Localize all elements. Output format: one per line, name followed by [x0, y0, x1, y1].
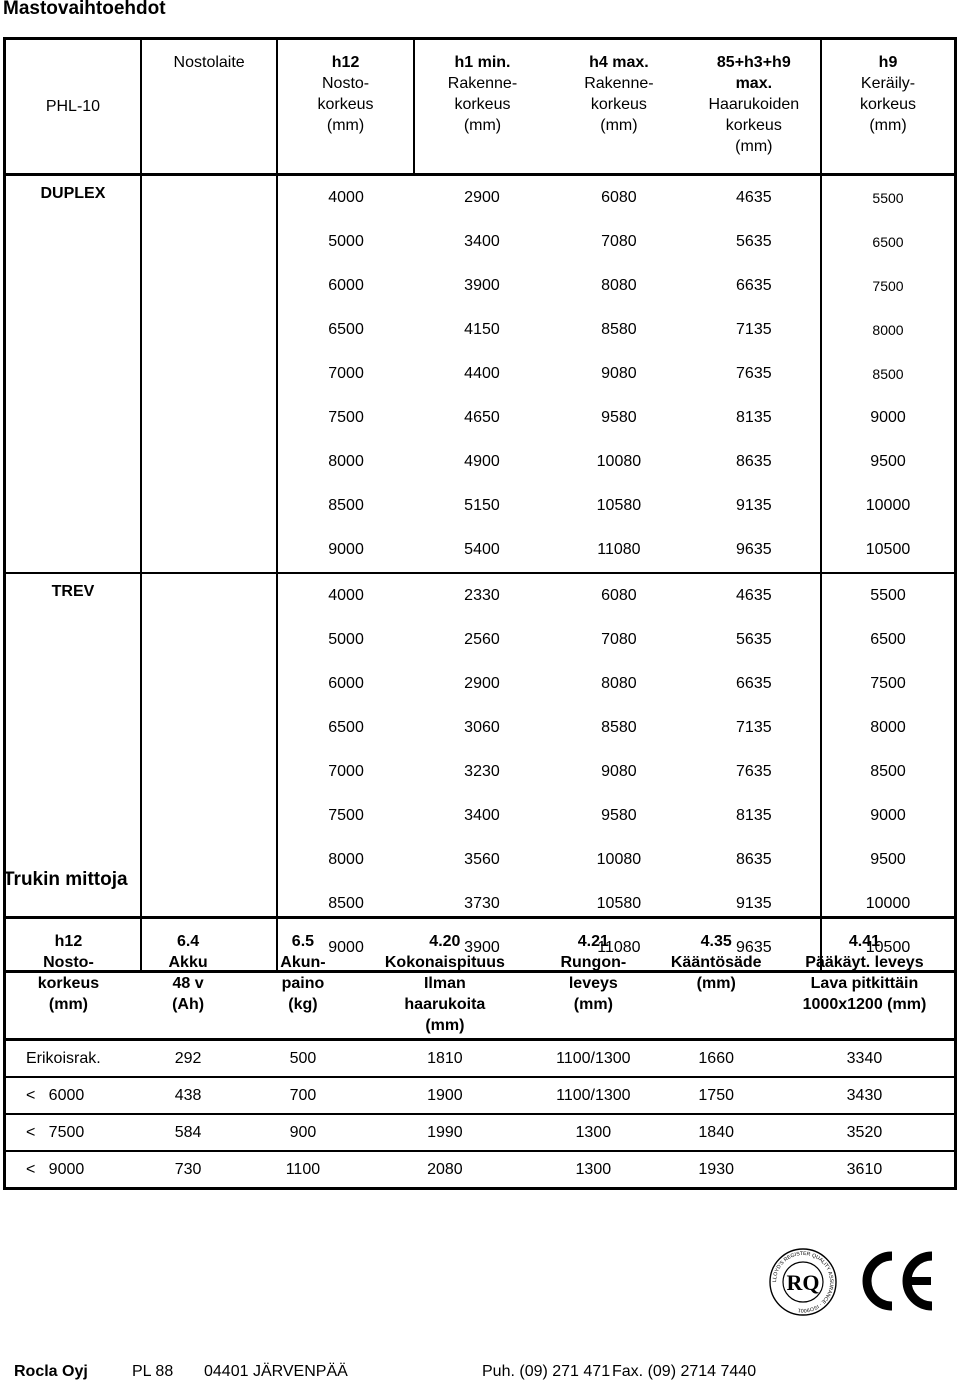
lift-device-cell [141, 750, 277, 794]
mast-value-cell: 7135 [688, 706, 821, 750]
header-line: Rakenne- [447, 75, 518, 92]
mast-value-cell: 7135 [688, 308, 821, 352]
mast-value-cell: 8135 [688, 794, 821, 838]
truck-dimensions-table [3, 916, 957, 1190]
header-line: (mm) [600, 117, 638, 134]
dims-value-cell: 1990 [361, 1114, 530, 1151]
mast-value-cell: 11080 [597, 541, 641, 558]
mast-value-cell: 6080 [601, 189, 637, 206]
mast-group-cell [5, 528, 141, 573]
header-line: 4.20 [429, 933, 461, 950]
mast-value-cell: 3400 [464, 807, 500, 824]
mast-value-cell: 10500 [865, 939, 911, 956]
mast-options-title: Mastovaihtoehdot [3, 0, 166, 19]
mast-row [5, 706, 956, 750]
header-line: Lava pitkittäin [810, 975, 919, 992]
dims-value-cell: 1100/1300 [529, 1040, 657, 1078]
mast-value-cell: 7080 [601, 631, 637, 648]
mast-value-cell: 6500 [872, 234, 904, 250]
mast-value-cell: 4635 [688, 175, 821, 221]
mast-value-cell: 2330 [414, 573, 550, 618]
dims-value-cell: 1660 [658, 1040, 775, 1078]
footer-city: 04401 JÄRVENPÄÄ [204, 1363, 348, 1380]
mast-value-cell: 9000 [328, 541, 364, 558]
mast-value-cell: 3400 [464, 233, 500, 250]
mast-row [5, 573, 956, 618]
header-line: (mm) [869, 117, 907, 134]
mast-group-label: DUPLEX [5, 175, 141, 221]
lift-device-cell [141, 264, 277, 308]
mast-row [5, 484, 956, 528]
footer-phone: Puh. (09) 271 471 [482, 1363, 611, 1380]
mast-value-cell: 10000 [865, 497, 911, 514]
header-line: paino [281, 975, 325, 992]
header-line: (mm) [735, 138, 773, 155]
mast-row [5, 618, 956, 662]
mast-value-cell: 8000 [328, 453, 364, 470]
dims-row-label: < 9000 [5, 1151, 131, 1189]
header-code: max. [735, 75, 773, 92]
mast-value-cell: 5150 [464, 497, 500, 514]
header-line: 6.4 [176, 933, 200, 950]
header-line: korkeus [859, 96, 917, 113]
lift-device-cell [141, 175, 277, 221]
mast-value-cell: 9500 [870, 453, 906, 470]
dims-value-cell: 3610 [775, 1151, 956, 1189]
truck-dimensions-title: Trukin mittoja [3, 869, 128, 890]
dims-value-cell: 1900 [361, 1077, 530, 1114]
mast-value-cell: 3230 [464, 763, 500, 780]
dims-row [5, 1151, 956, 1189]
mast-value-cell: 9135 [688, 882, 821, 926]
header-line: 4.41 [848, 933, 881, 950]
dims-value-cell: 1750 [658, 1077, 775, 1114]
mast-value-cell: 5000 [328, 233, 364, 250]
dims-value-cell: 438 [131, 1077, 245, 1114]
header-line: korkeus [37, 975, 100, 992]
header-line: Kääntösäde [670, 954, 762, 971]
quality-seal-logo [768, 1247, 838, 1317]
mast-value-cell: 8635 [688, 838, 821, 882]
lift-device-cell [141, 706, 277, 750]
mast-value-cell: 5635 [688, 618, 821, 662]
header-line: korkeus [317, 96, 374, 113]
mast-value-cell: 4000 [277, 573, 413, 618]
lift-device-cell [141, 440, 277, 484]
header-line: Haarukoiden [708, 96, 800, 113]
mast-value-cell: 6500 [328, 719, 364, 736]
ce-mark-logo [858, 1250, 938, 1312]
mast-value-cell: 8580 [601, 321, 637, 338]
mast-value-cell: 5400 [464, 541, 500, 558]
lift-device-cell [141, 352, 277, 396]
mast-value-cell: 6635 [688, 264, 821, 308]
header-line: (mm) [696, 975, 736, 992]
header-code: h4 max. [589, 54, 649, 71]
lift-device-cell [141, 573, 277, 618]
mast-value-cell: 4650 [464, 409, 500, 426]
dims-value-cell: 1100 [245, 1151, 360, 1189]
dims-header-row [5, 918, 956, 1040]
dims-header-cell [775, 918, 956, 1040]
lift-device-cell [141, 396, 277, 440]
header-h1 [414, 39, 550, 175]
mast-value-cell: 7500 [328, 807, 364, 824]
mast-value-cell: 5500 [872, 190, 904, 206]
lift-device-cell [141, 662, 277, 706]
mast-value-cell: 6635 [688, 662, 821, 706]
header-line: (mm) [425, 1017, 465, 1034]
header-line: korkeus [590, 96, 647, 113]
header-line: Pääkäyt. leveys [805, 954, 924, 971]
mast-value-cell: 9080 [601, 763, 637, 780]
mast-value-cell: 9500 [870, 851, 906, 868]
header-line: (mm) [573, 996, 613, 1013]
mast-value-cell: 11080 [597, 939, 641, 956]
mast-value-cell: 9580 [601, 807, 637, 824]
dims-row-label: < 6000 [5, 1077, 131, 1114]
dims-row [5, 1040, 956, 1078]
header-code: h9 [878, 54, 898, 71]
dims-header-cell [361, 918, 530, 1040]
header-line: 1000x1200 (mm) [802, 996, 927, 1013]
mast-value-cell: 8500 [872, 366, 904, 382]
dims-row [5, 1077, 956, 1114]
mast-group-cell [5, 308, 141, 352]
mast-value-cell: 5635 [688, 220, 821, 264]
mast-value-cell: 10000 [865, 895, 911, 912]
mast-value-cell: 6080 [550, 573, 687, 618]
header-line: Nosto- [43, 954, 94, 971]
mast-value-cell: 8500 [870, 763, 906, 780]
header-line: korkeus [454, 96, 511, 113]
dims-value-cell: 3340 [775, 1040, 956, 1078]
mast-group-cell [5, 396, 141, 440]
mast-value-cell: 9635 [688, 926, 821, 972]
mast-group-label: TREV [5, 573, 141, 618]
header-line: Ilman [423, 975, 466, 992]
mast-value-cell: 9635 [688, 528, 821, 573]
header-line: 48 v [172, 975, 204, 992]
mast-value-cell: 4635 [688, 573, 821, 618]
dims-row-label: < 7500 [5, 1114, 131, 1151]
mast-row [5, 662, 956, 706]
mast-row [5, 352, 956, 396]
mast-row [5, 220, 956, 264]
header-line: 4.21 [577, 933, 609, 950]
mast-group-cell [5, 750, 141, 794]
mast-row [5, 308, 956, 352]
header-line: Keräily- [860, 75, 916, 92]
lift-device-cell [141, 220, 277, 264]
mast-value-cell: 8000 [870, 719, 906, 736]
dims-header-cell [658, 918, 775, 1040]
mast-value-cell: 7000 [328, 763, 364, 780]
mast-value-cell: 10080 [596, 851, 642, 868]
mast-value-cell: 2900 [464, 189, 500, 206]
header-line: 6.5 [291, 933, 315, 950]
mast-value-cell: 7635 [688, 750, 821, 794]
dims-value-cell: 3520 [775, 1114, 956, 1151]
mast-value-cell: 8080 [601, 277, 637, 294]
mast-row [5, 440, 956, 484]
header-line: (mm) [48, 996, 88, 1013]
mast-value-cell: 2900 [464, 675, 500, 692]
mast-value-cell: 8500 [328, 497, 364, 514]
mast-value-cell: 6000 [328, 277, 364, 294]
dims-value-cell: 1840 [658, 1114, 775, 1151]
model-label: PHL-10 [5, 39, 141, 175]
mast-value-cell: 7500 [872, 278, 904, 294]
mast-value-cell: 8000 [328, 851, 364, 868]
lift-device-cell [141, 308, 277, 352]
header-line: Nostolaite [173, 54, 245, 71]
dims-value-cell: 1100/1300 [529, 1077, 657, 1114]
dims-value-cell: 1300 [529, 1151, 657, 1189]
mast-value-cell: 10500 [865, 541, 911, 558]
mast-group-cell [5, 484, 141, 528]
dims-value-cell: 900 [245, 1114, 360, 1151]
header-lift-device [141, 39, 277, 175]
header-line: korkeus [725, 117, 782, 134]
mast-value-cell: 4400 [464, 365, 500, 382]
dims-value-cell: 2080 [361, 1151, 530, 1189]
header-line: haarukoita [404, 996, 486, 1013]
header-code: h1 min. [454, 54, 511, 71]
header-line: h12 [54, 933, 83, 950]
dims-value-cell: 1810 [361, 1040, 530, 1078]
mast-value-cell: 9080 [601, 365, 637, 382]
lift-device-cell [141, 484, 277, 528]
mast-group-cell [5, 794, 141, 838]
mast-group-cell [5, 440, 141, 484]
mast-group-cell [5, 662, 141, 706]
mast-value-cell: 5500 [821, 573, 955, 618]
footer [0, 1363, 960, 1385]
mast-row [5, 528, 956, 573]
mast-value-cell: 10580 [596, 497, 642, 514]
mast-value-cell: 6500 [870, 631, 906, 648]
mast-value-cell: 6500 [328, 321, 364, 338]
header-line: Nosto- [321, 75, 370, 92]
mast-group-cell [5, 352, 141, 396]
header-line: 4.35 [700, 933, 732, 950]
dims-value-cell: 730 [131, 1151, 245, 1189]
dims-value-cell: 1300 [529, 1114, 657, 1151]
mast-row [5, 264, 956, 308]
mast-value-cell: 4150 [464, 321, 500, 338]
header-h4 [550, 39, 687, 175]
mast-value-cell: 8500 [328, 895, 364, 912]
mast-value-cell: 7000 [328, 365, 364, 382]
footer-po-box: PL 88 [132, 1363, 174, 1380]
mast-value-cell: 3900 [464, 939, 500, 956]
lift-device-cell [141, 838, 277, 882]
seal-letters: RQ [786, 1270, 820, 1295]
dims-value-cell: 3430 [775, 1077, 956, 1114]
mast-value-cell: 9000 [870, 807, 906, 824]
header-line: Akku [168, 954, 208, 971]
footer-fax: Fax. (09) 2714 7440 [612, 1363, 757, 1380]
mast-value-cell: 5000 [328, 631, 364, 648]
dims-value-cell: 292 [131, 1040, 245, 1078]
header-line: Rungon- [560, 954, 627, 971]
header-code: 85+h3+h9 [716, 54, 791, 71]
header-line: leveys [568, 975, 618, 992]
mast-header-row [5, 39, 956, 175]
mast-value-cell: 7500 [870, 675, 906, 692]
lift-device-cell [141, 528, 277, 573]
dims-value-cell: 700 [245, 1077, 360, 1114]
mast-value-cell: 3900 [464, 277, 500, 294]
header-line: (Ah) [172, 996, 205, 1013]
mast-row [5, 396, 956, 440]
mast-value-cell: 8000 [872, 322, 904, 338]
mast-value-cell: 10580 [596, 895, 642, 912]
mast-row [5, 838, 956, 882]
dims-row-label: Erikoisrak. [5, 1040, 131, 1078]
mast-value-cell: 8080 [601, 675, 637, 692]
mast-value-cell: 4000 [328, 189, 364, 206]
header-line: Rakenne- [584, 75, 654, 92]
dims-value-cell: 500 [245, 1040, 360, 1078]
dims-header-cell [245, 918, 360, 1040]
mast-value-cell: 8580 [601, 719, 637, 736]
mast-value-cell: 7500 [328, 409, 364, 426]
header-line: (kg) [288, 996, 318, 1013]
mast-options-table [3, 37, 957, 973]
header-line: Akun- [280, 954, 326, 971]
mast-value-cell: 10080 [596, 453, 642, 470]
mast-value-cell: 2560 [464, 631, 500, 648]
mast-value-cell: 3730 [464, 895, 500, 912]
mast-value-cell: 4900 [464, 453, 500, 470]
mast-value-cell: 8135 [688, 396, 821, 440]
lift-device-cell [141, 794, 277, 838]
dims-value-cell: 1930 [658, 1151, 775, 1189]
mast-value-cell: 9135 [688, 484, 821, 528]
mast-value-cell: 3560 [464, 851, 500, 868]
mast-group-cell [5, 264, 141, 308]
mast-value-cell: 9580 [601, 409, 637, 426]
mast-value-cell: 9000 [328, 939, 364, 956]
mast-value-cell: 7635 [688, 352, 821, 396]
dims-header-cell [5, 918, 131, 1040]
mast-value-cell: 3060 [464, 719, 500, 736]
footer-company: Rocla Oyj [14, 1363, 88, 1380]
mast-value-cell: 8635 [688, 440, 821, 484]
mast-group-cell [5, 618, 141, 662]
lift-device-cell [141, 618, 277, 662]
mast-row [5, 794, 956, 838]
mast-group-cell [5, 220, 141, 264]
header-line: (mm) [326, 117, 365, 134]
header-code: h12 [331, 54, 360, 71]
header-h12 [277, 39, 413, 175]
mast-value-cell: 7080 [601, 233, 637, 250]
dims-value-cell: 584 [131, 1114, 245, 1151]
mast-group-cell [5, 706, 141, 750]
dims-header-cell [529, 918, 657, 1040]
header-h9 [821, 39, 955, 175]
seal-ring-text: LLOYD'S REGISTER QUALITY ASSURANCE · ISO9001 [771, 1250, 835, 1314]
mast-value-cell: 9000 [870, 409, 906, 426]
dims-row [5, 1114, 956, 1151]
dims-header-cell [131, 918, 245, 1040]
mast-value-cell: 6000 [328, 675, 364, 692]
mast-row [5, 175, 956, 221]
header-fork-height [688, 39, 821, 175]
mast-row [5, 750, 956, 794]
header-line: (mm) [463, 117, 502, 134]
header-line: Kokonaispituus [384, 954, 505, 971]
